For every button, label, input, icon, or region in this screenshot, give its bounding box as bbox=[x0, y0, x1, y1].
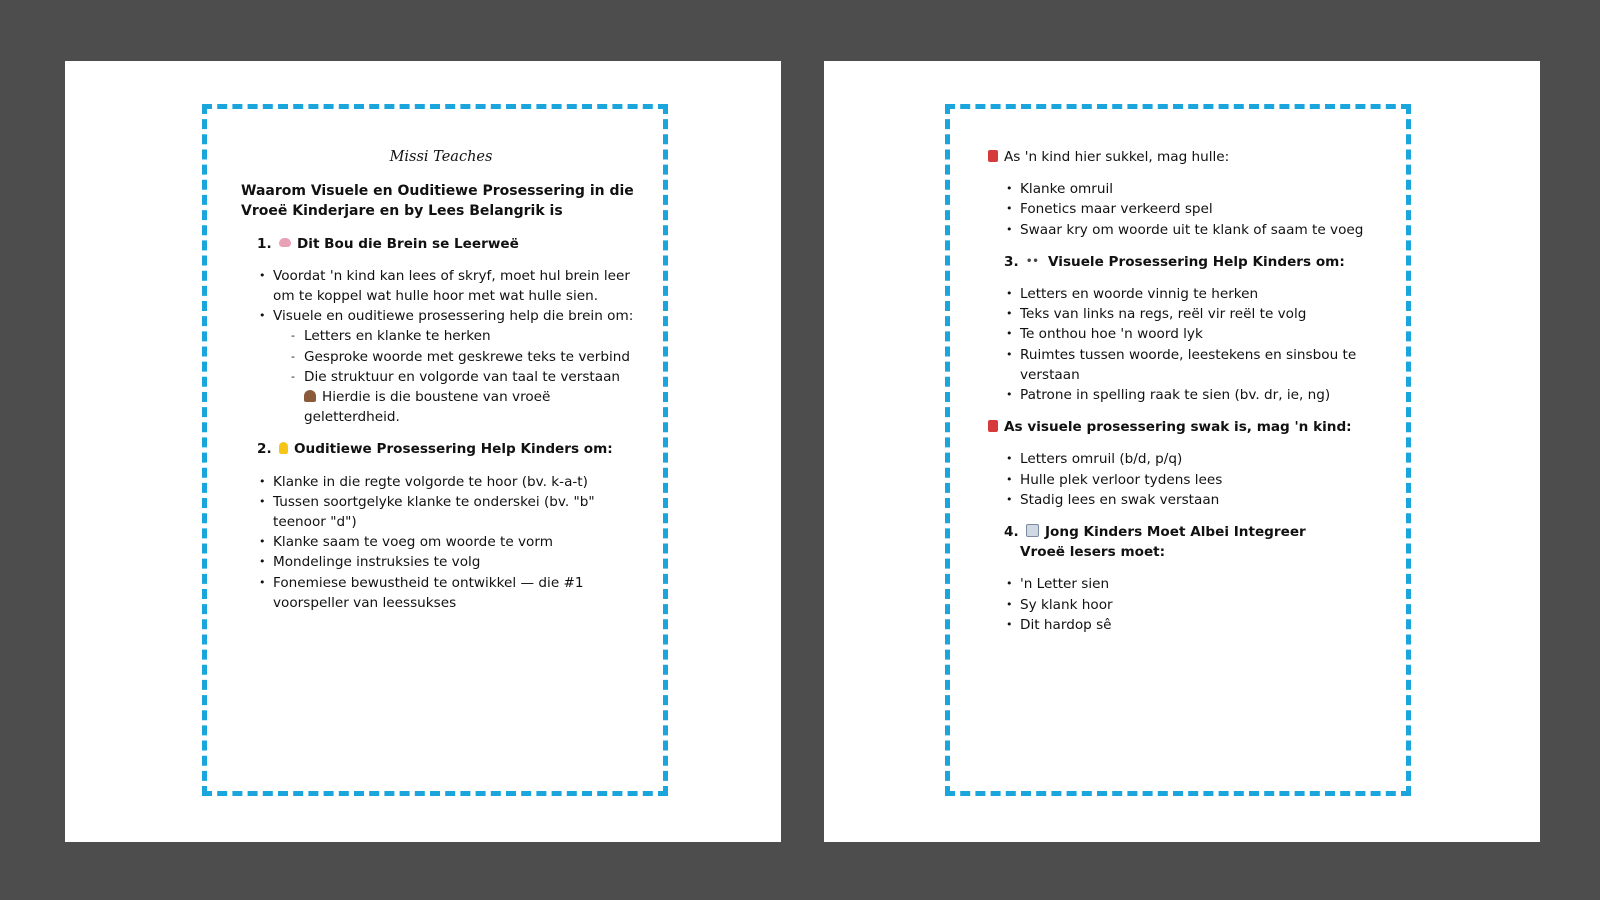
section-heading-3: 3. •• Visuele Prosessering Help Kinders om: bbox=[1004, 253, 1345, 270]
list-item: • Hulle plek verloor tydens lees bbox=[988, 470, 1388, 490]
section-2-list bbox=[241, 472, 641, 613]
list-item: • Sy klank hoor bbox=[988, 595, 1388, 615]
list-item: • 'n Letter sien bbox=[988, 574, 1388, 594]
list-item: • Fonetics maar verkeerd spel bbox=[988, 199, 1388, 219]
note-text: Hierdie is die boustene van vroeë geletterdheid. bbox=[304, 389, 551, 426]
red-book-icon bbox=[988, 150, 998, 162]
red-book-icon bbox=[988, 420, 998, 432]
struggle-list bbox=[988, 179, 1388, 240]
list-item: • Dit hardop sê bbox=[988, 615, 1388, 635]
section-1-sublist bbox=[241, 326, 641, 387]
section-heading-4: 4. Jong Kinders Moet Albei Integreer bbox=[1004, 524, 1306, 541]
eyes-icon: •• bbox=[1026, 255, 1039, 267]
page-right bbox=[824, 61, 1540, 842]
integrate-icon bbox=[1026, 524, 1039, 537]
list-item: • Swaar kry om woorde uit te klank of saam te voeg bbox=[988, 220, 1388, 240]
list-item: • Patrone in spelling raak te sien (bv. dr, ie, ng) bbox=[988, 385, 1388, 405]
sub-list-item: - Gesproke woorde met geskrewe teks te verbind bbox=[241, 347, 641, 367]
list-item: • Letters en woorde vinnig te herken bbox=[988, 284, 1388, 304]
list-item: • Mondelinge instruksies te volg bbox=[241, 552, 641, 572]
sub-list-item: - Die struktuur en volgorde van taal te verstaan bbox=[241, 367, 641, 387]
section-heading-1: 1. Dit Bou die Brein se Leerweë bbox=[257, 235, 519, 252]
section-4-lead: Vroeë lesers moet: bbox=[1020, 544, 1166, 561]
struggle-heading: As 'n kind hier sukkel, mag hulle: bbox=[988, 147, 1388, 167]
list-item: • Te onthou hoe 'n woord lyk bbox=[988, 324, 1388, 344]
weak-list bbox=[988, 449, 1388, 510]
brain-icon bbox=[279, 238, 291, 247]
weak-heading: As visuele prosessering swak is, mag 'n kind: bbox=[988, 417, 1388, 437]
list-item: • Tussen soortgelyke klanke te onderskei (bv. "b" teenoor "d") bbox=[241, 492, 641, 532]
section-3-list bbox=[988, 284, 1388, 405]
list-item: • Fonemiese bewustheid te ontwikkel — die #1 voorspeller van leessukses bbox=[241, 573, 641, 613]
section-1-list bbox=[241, 266, 641, 327]
section-4-list bbox=[988, 574, 1388, 635]
list-item: • Visuele en ouditiewe prosessering help die brein om: bbox=[241, 306, 641, 326]
list-item: • Klanke in die regte volgorde te hoor (bv. k-a-t) bbox=[241, 472, 641, 492]
page-left bbox=[65, 61, 781, 842]
list-item: • Letters omruil (b/d, p/q) bbox=[988, 449, 1388, 469]
section-heading-2: 2. Ouditiewe Prosessering Help Kinders om: bbox=[257, 441, 613, 458]
building-blocks-icon bbox=[304, 390, 316, 402]
sub-list-item: - Letters en klanke te herken bbox=[241, 326, 641, 346]
list-item: • Teks van links na regs, reël vir reël te volg bbox=[988, 304, 1388, 324]
page-content bbox=[241, 147, 641, 625]
page-content bbox=[988, 147, 1388, 647]
document-title: Waarom Visuele en Ouditiewe Prosessering in die Vroeë Kinderjare en by Lees Belangrik is bbox=[241, 183, 634, 220]
list-item: • Stadig lees en swak verstaan bbox=[988, 490, 1388, 510]
brand-name: Missi Teaches bbox=[389, 149, 493, 165]
list-item: • Klanke omruil bbox=[988, 179, 1388, 199]
list-item: • Ruimtes tussen woorde, leestekens en sinsbou te verstaan bbox=[988, 345, 1388, 385]
list-item: • Voordat 'n kind kan lees of skryf, moet hul brein leer om te koppel wat hulle hoor met wat hulle sien. bbox=[241, 266, 641, 306]
list-item: • Klanke saam te voeg om woorde te vorm bbox=[241, 532, 641, 552]
lightbulb-icon bbox=[279, 442, 288, 454]
